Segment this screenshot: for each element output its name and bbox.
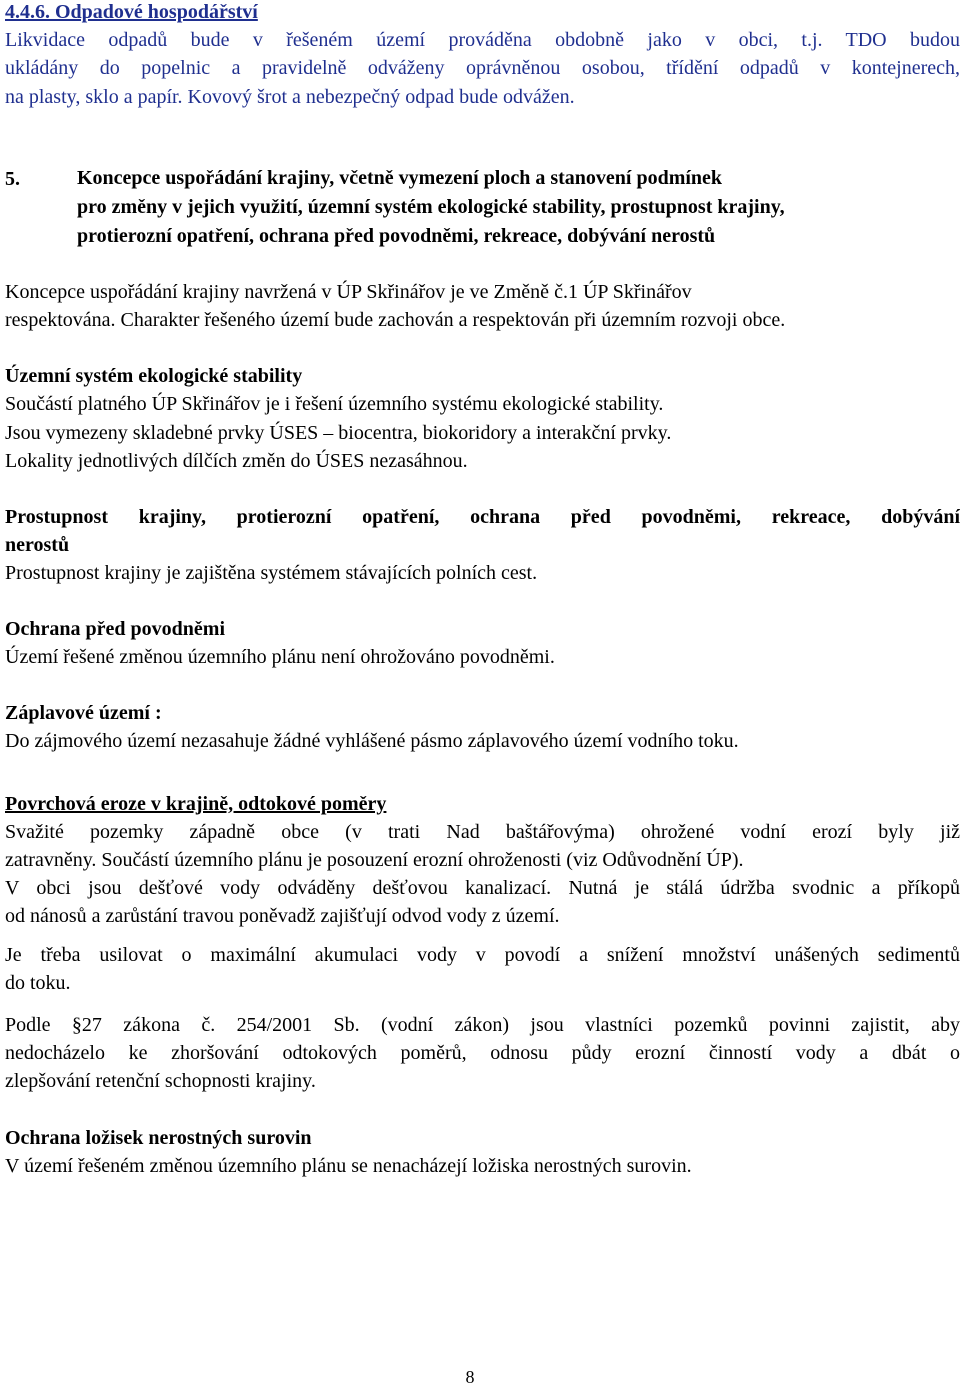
eroze-heading: Povrchová eroze v krajině, odtokové poměry: [5, 793, 387, 815]
chapter-5-title-line-2: pro změny v jejich využití, územní systém ekologické stability, prostupnost krajiny,: [77, 196, 785, 218]
page-number: 8: [465, 1367, 475, 1387]
intro-line-2: ukládány do popelnic a pravidelně odváženy oprávněnou osobou, třídění odpadů v kontejnerech,: [5, 57, 960, 79]
prostupnost-heading-line-2: nerostů: [5, 534, 70, 556]
intro-line-3: na plasty, sklo a papír. Kovový šrot a nebezpečný odpad bude odvážen.: [5, 86, 575, 108]
uses-heading: Územní systém ekologické stability: [5, 365, 303, 387]
eroze-p3-line-3: zlepšování retenční schopnosti krajiny.: [5, 1070, 316, 1092]
intro-line-1: Likvidace odpadů bude v řešeném území prováděna obdobně jako v obci, t.j. TDO budou: [5, 29, 960, 51]
loziska-heading: Ochrana ložisek nerostných surovin: [5, 1127, 312, 1149]
eroze-p2-line-1: Je třeba usilovat o maximální akumulaci vody v povodí a snížení množství unášených sedimentů: [5, 944, 960, 966]
eroze-line-3: V obci jsou dešťové vody odváděny dešťovou kanalizací. Nutná je stálá údržba svodnic a příkopů: [5, 877, 960, 899]
chapter-5-title-line-3: protierozní opatření, ochrana před povodněmi, rekreace, dobývání nerostů: [77, 225, 716, 247]
eroze-p3-line-1: Podle §27 zákona č. 254/2001 Sb. (vodní zákon) jsou vlastníci pozemků povinni zajistit, aby: [5, 1014, 960, 1036]
zaplavove-heading: Záplavové území :: [5, 702, 162, 724]
zaplavove-text: Do zájmového území nezasahuje žádné vyhlášené pásmo záplavového území vodního toku.: [5, 730, 739, 752]
section-heading-waste: 4.4.6. Odpadové hospodářství: [5, 1, 258, 23]
uses-line-3: Lokality jednotlivých dílčích změn do ÚSES nezasáhnou.: [5, 450, 468, 472]
uses-line-2: Jsou vymezeny skladebné prvky ÚSES – biocentra, biokoridory a interakční prvky.: [5, 422, 672, 444]
eroze-p2-line-2: do toku.: [5, 972, 71, 994]
eroze-line-4: od nánosů a zarůstání travou poněvadž zajišťují odvod vody z území.: [5, 905, 560, 927]
ochrana-text: Území řešené změnou územního plánu není ohrožováno povodněmi.: [5, 646, 555, 668]
koncepce-line-2: respektována. Charakter řešeného území bude zachován a respektován při územním rozvoji obce.: [5, 309, 786, 331]
loziska-text: V území řešeném změnou územního plánu se nenacházejí ložiska nerostných surovin.: [5, 1155, 692, 1177]
eroze-line-2: zatravněny. Součástí územního plánu je posouzení erozní ohroženosti (viz Odůvodnění ÚP).: [5, 849, 744, 871]
prostupnost-heading-line-1: Prostupnost krajiny, protierozní opatření, ochrana před povodněmi, rekreace, dobývání: [5, 506, 960, 528]
chapter-5-title-line-1: Koncepce uspořádání krajiny, včetně vymezení ploch a stanovení podmínek: [77, 167, 723, 189]
ochrana-heading: Ochrana před povodněmi: [5, 618, 226, 640]
prostupnost-text: Prostupnost krajiny je zajištěna systémem stávajících polních cest.: [5, 562, 538, 584]
eroze-line-1: Svažité pozemky západně obce (v trati Nad baštářovýma) ohrožené vodní erozí byly již: [5, 821, 960, 843]
koncepce-line-1: Koncepce uspořádání krajiny navržená v ÚP Skřinářov je ve Změně č.1 ÚP Skřinářov: [5, 281, 692, 303]
chapter-number: 5.: [5, 168, 20, 190]
eroze-p3-line-2: nedocházelo ke zhoršování odtokových poměrů, odnosu půdy erozní činností vody a dbát o: [5, 1042, 960, 1064]
uses-line-1: Součástí platného ÚP Skřinářov je i řešení územního systému ekologické stability.: [5, 393, 664, 415]
